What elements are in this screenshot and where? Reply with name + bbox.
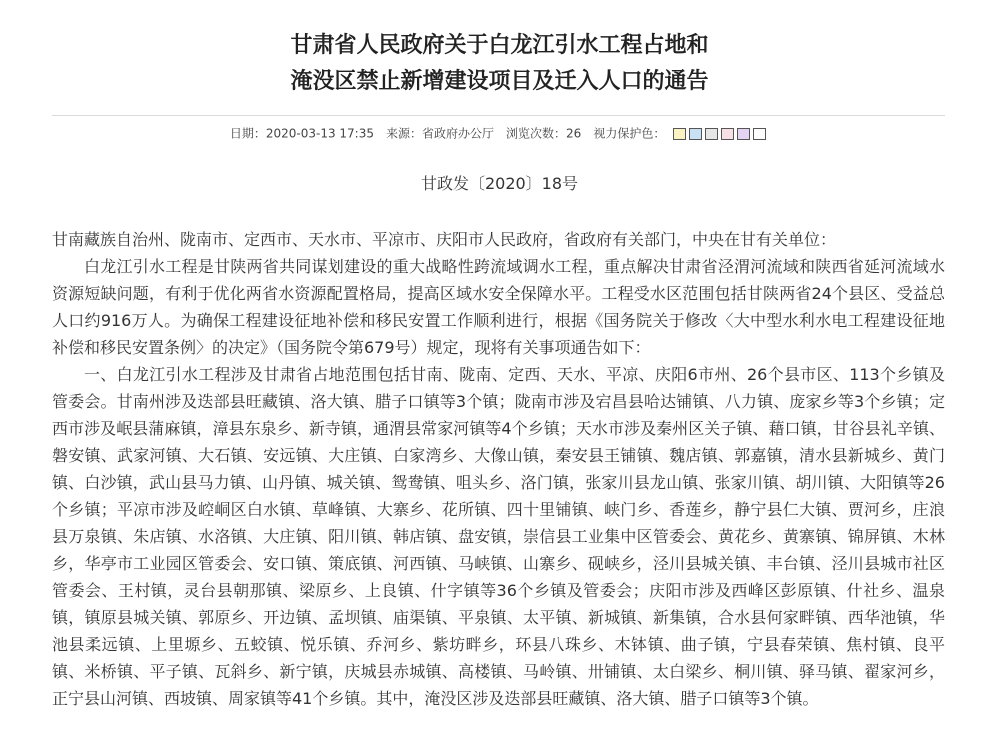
eye-color-swatch-yellow[interactable]	[673, 128, 686, 140]
date-value: 2020-03-13 17:35	[265, 126, 374, 141]
article-meta-bar	[0, 124, 999, 143]
views-value: 26	[566, 126, 582, 141]
body-paragraph-1: 白龙江引水工程是甘陕两省共同谋划建设的重大战略性跨流域调水工程，重点解决甘肃省泾渭河流域和陕西省延河流域水资源短缺问题，有利于优化两省水资源配置格局，提高区域水安全保障水平。工程受水区范围包括甘陕两省24个县区、受益总人口约916万人。为确保工程建设征地补偿和移民安置工作顺利进行，根据《国务院关于修改〈大中型水利水电工程建设征地补偿和移民安置条例〉的决定》（国务院令第679号）规定，现将有关事项通告如下：	[52, 257, 945, 357]
article-title-line-2: 淹没区禁止新增建设项目及迁入人口的通告	[290, 69, 709, 94]
addressee-line: 甘南藏族自治州、陇南市、定西市、天水市、平凉市、庆阳市人民政府，省政府有关部门，中央在甘有关单位：	[52, 230, 837, 249]
article-body	[52, 226, 945, 712]
eye-color-swatch-gray[interactable]	[705, 128, 718, 140]
eye-color-swatch-pink[interactable]	[721, 128, 734, 140]
source-label: 来源：	[385, 126, 422, 141]
eye-protection-swatches	[673, 125, 769, 143]
eye-color-swatch-purple[interactable]	[737, 128, 750, 140]
date-label: 日期：	[229, 126, 266, 141]
article-title-line-1: 甘肃省人民政府关于白龙江引水工程占地和	[290, 33, 709, 58]
body-paragraph-2: 一、白龙江引水工程涉及甘肃省占地范围包括甘南、陇南、定西、天水、平凉、庆阳6市州、26个县市区、113个乡镇及管委会。甘南州涉及迭部县旺藏镇、洛大镇、腊子口镇等3个镇；陇南市涉及宕昌县哈达铺镇、八力镇、庞家乡等3个乡镇；定西市涉及岷县蒲麻镇，漳县东泉乡、新寺镇，通渭县常家河镇等4个乡镇；天水市涉及秦州区关子镇、藉口镇，甘谷县礼辛镇、磐安镇、武家河镇、大石镇、安远镇、大庄镇、白家湾乡、大像山镇，秦安县王铺镇、魏店镇、郭嘉镇，清水县新城乡、黄门镇、白沙镇，武山县马力镇、山丹镇、城关镇、鸳鸯镇、咀头乡、洛门镇，张家川县龙山镇、张家川镇、胡川镇、大阳镇等26个乡镇；平凉市涉及崆峒区白水镇、草峰镇、大寨乡、花所镇、四十里铺镇、峡门乡、香莲乡，静宁县仁大镇、贾河乡，庄浪县万泉镇、朱店镇、水洛镇、大庄镇、阳川镇、韩店镇、盘安镇，崇信县工业集中区管委会、黄花乡、黄寨镇、锦屏镇、木林乡，华亭市工业园区管委会、安口镇、策底镇、河西镇、马峡镇、山寨乡、砚峡乡，泾川县城关镇、丰台镇、泾川县城市社区管委会、王村镇，灵台县朝那镇、梁原乡、上良镇、什字镇等36个乡镇及管委会；庆阳市涉及西峰区彭原镇、什社乡、温泉镇，镇原县城关镇、郭原乡、开边镇、孟坝镇、庙渠镇、平泉镇、太平镇、新城镇、新集镇，合水县何家畔镇、西华池镇，华池县柔远镇、上里塬乡、五蛟镇、悦乐镇、乔河乡、紫坊畔乡，环县八珠乡、木钵镇、曲子镇，宁县春荣镇、焦村镇、良平镇、米桥镇、平子镇、瓦斜乡、新宁镇，庆城县赤城镇、高楼镇、马岭镇、卅铺镇、太白梁乡、桐川镇、驿马镇、翟家河乡，正宁县山河镇、西坡镇、周家镇等41个乡镇。其中，淹没区涉及迭部县旺藏镇、洛大镇、腊子口镇等3个镇。	[52, 365, 945, 708]
source-value: 省政府办公厅	[422, 126, 495, 141]
views-label: 浏览次数：	[506, 126, 567, 141]
title-divider	[52, 115, 945, 116]
eye-color-swatch-blue[interactable]	[689, 128, 702, 140]
document-number: 甘政发〔2020〕18号	[420, 174, 579, 193]
eye-color-swatch-white[interactable]	[753, 128, 766, 140]
eye-protection-label: 视力保护色：	[593, 126, 666, 141]
